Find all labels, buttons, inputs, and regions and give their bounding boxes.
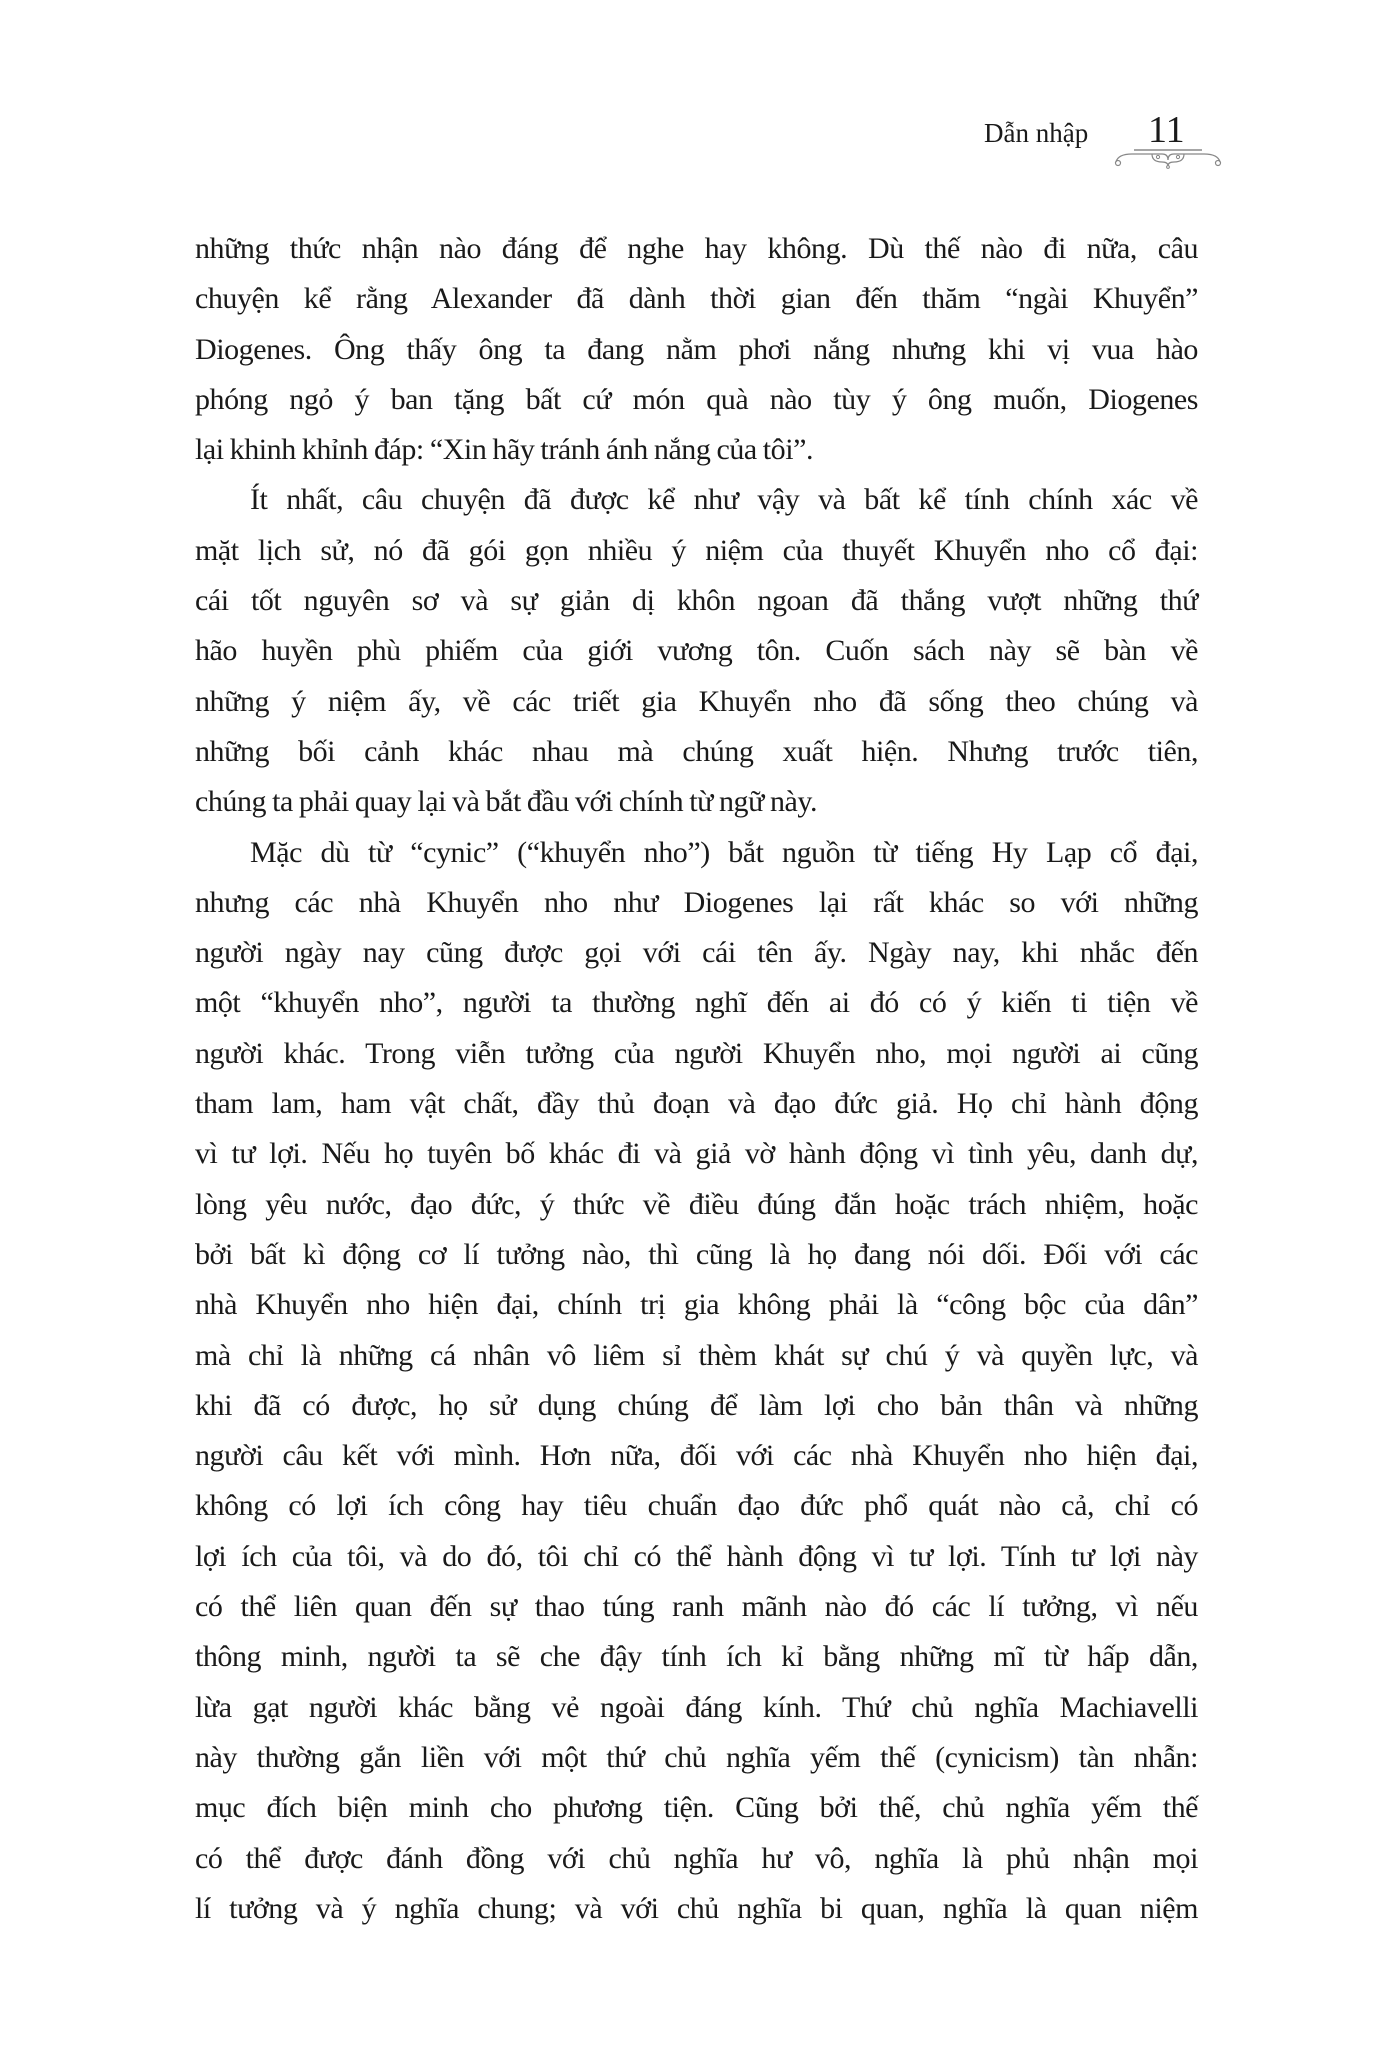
text-line: những ý niệm ấy, về các triết gia Khuyển nho đã sống theo chúng và bbox=[195, 684, 1198, 718]
text-line: tham lam, ham vật chất, đầy thủ đoạn và đạo đức giả. Họ chỉ hành động bbox=[195, 1087, 1198, 1121]
text-line: lí tưởng và ý nghĩa chung; và với chủ nghĩa bi quan, nghĩa là quan niệm bbox=[195, 1891, 1198, 1925]
text-line: Mặc dù từ “cynic” (“khuyển nho”) bắt nguồn từ tiếng Hy Lạp cổ đại, bbox=[250, 835, 1198, 869]
text-line: Diogenes. Ông thấy ông ta đang nằm phơi nắng nhưng khi vị vua hào bbox=[195, 332, 1198, 366]
text-line: chúng ta phải quay lại và bắt đầu với chính từ ngữ này. bbox=[195, 785, 818, 819]
text-line: mà chỉ là những cá nhân vô liêm sỉ thèm khát sự chú ý và quyền lực, và bbox=[195, 1338, 1198, 1372]
text-line: nhà Khuyển nho hiện đại, chính trị gia không phải là “công bộc của dân” bbox=[195, 1288, 1198, 1322]
text-line: những bối cảnh khác nhau mà chúng xuất hiện. Nhưng trước tiên, bbox=[195, 734, 1198, 768]
text-line: hão huyền phù phiếm của giới vương tôn. Cuốn sách này sẽ bàn về bbox=[195, 634, 1198, 668]
text-line: cái tốt nguyên sơ và sự giản dị khôn ngoan đã thắng vượt những thứ bbox=[195, 584, 1198, 618]
page-number: 11 bbox=[1148, 109, 1185, 151]
text-line: những thức nhận nào đáng để nghe hay không. Dù thế nào đi nữa, câu bbox=[195, 232, 1198, 265]
text-line: người câu kết với mình. Hơn nữa, đối với các nhà Khuyển nho hiện đại, bbox=[195, 1439, 1198, 1473]
paragraph bbox=[195, 828, 1198, 1935]
text-line: mặt lịch sử, nó đã gói gọn nhiều ý niệm của thuyết Khuyển nho cổ đại: bbox=[195, 533, 1198, 567]
ornament-icon bbox=[1112, 148, 1224, 170]
text-line: người ngày nay cũng được gọi với cái tên ấy. Ngày nay, khi nhắc đến bbox=[195, 936, 1198, 970]
text-line: có thể được đánh đồng với chủ nghĩa hư vô, nghĩa là phủ nhận mọi bbox=[195, 1841, 1198, 1875]
text-line: lừa gạt người khác bằng vẻ ngoài đáng kính. Thứ chủ nghĩa Machiavelli bbox=[195, 1690, 1198, 1724]
body-text bbox=[195, 224, 1198, 1934]
section-title: Dẫn nhập bbox=[984, 118, 1089, 148]
text-line: Ít nhất, câu chuyện đã được kể như vậy và bất kể tính chính xác về bbox=[250, 483, 1198, 517]
text-line: người khác. Trong viễn tưởng của người Khuyển nho, mọi người ai cũng bbox=[195, 1036, 1198, 1070]
paragraph bbox=[195, 224, 1198, 475]
text-line: vì tư lợi. Nếu họ tuyên bố khác đi và giả vờ hành động vì tình yêu, danh dự, bbox=[195, 1137, 1198, 1171]
text-line: thông minh, người ta sẽ che đậy tính ích kỉ bằng những mĩ từ hấp dẫn, bbox=[195, 1640, 1198, 1674]
text-line: nhưng các nhà Khuyển nho như Diogenes lại rất khác so với những bbox=[195, 885, 1198, 919]
text-line: không có lợi ích công hay tiêu chuẩn đạo đức phổ quát nào cả, chỉ có bbox=[195, 1489, 1198, 1523]
text-line: khi đã có được, họ sử dụng chúng để làm lợi cho bản thân và những bbox=[195, 1388, 1198, 1422]
text-line: có thể liên quan đến sự thao túng ranh mãnh nào đó các lí tưởng, vì nếu bbox=[195, 1590, 1198, 1624]
text-line: lòng yêu nước, đạo đức, ý thức về điều đúng đắn hoặc trách nhiệm, hoặc bbox=[195, 1187, 1198, 1221]
paragraph bbox=[195, 475, 1198, 827]
text-line: một “khuyển nho”, người ta thường nghĩ đến ai đó có ý kiến ti tiện về bbox=[195, 986, 1198, 1020]
text-line: bởi bất kì động cơ lí tưởng nào, thì cũng là họ đang nói dối. Đối với các bbox=[195, 1237, 1198, 1271]
text-line: phóng ngỏ ý ban tặng bất cứ món quà nào tùy ý ông muốn, Diogenes bbox=[195, 382, 1198, 416]
text-line: lại khinh khỉnh đáp: “Xin hãy tránh ánh nắng của tôi”. bbox=[195, 433, 814, 467]
text-line: chuyện kể rằng Alexander đã dành thời gian đến thăm “ngài Khuyển” bbox=[195, 282, 1198, 316]
text-line: mục đích biện minh cho phương tiện. Cũng bởi thế, chủ nghĩa yếm thế bbox=[195, 1791, 1198, 1825]
text-line: lợi ích của tôi, và do đó, tôi chỉ có thể hành động vì tư lợi. Tính tư lợi này bbox=[195, 1539, 1198, 1573]
text-line: này thường gắn liền với một thứ chủ nghĩa yếm thế (cynicism) tàn nhẫn: bbox=[195, 1740, 1198, 1774]
